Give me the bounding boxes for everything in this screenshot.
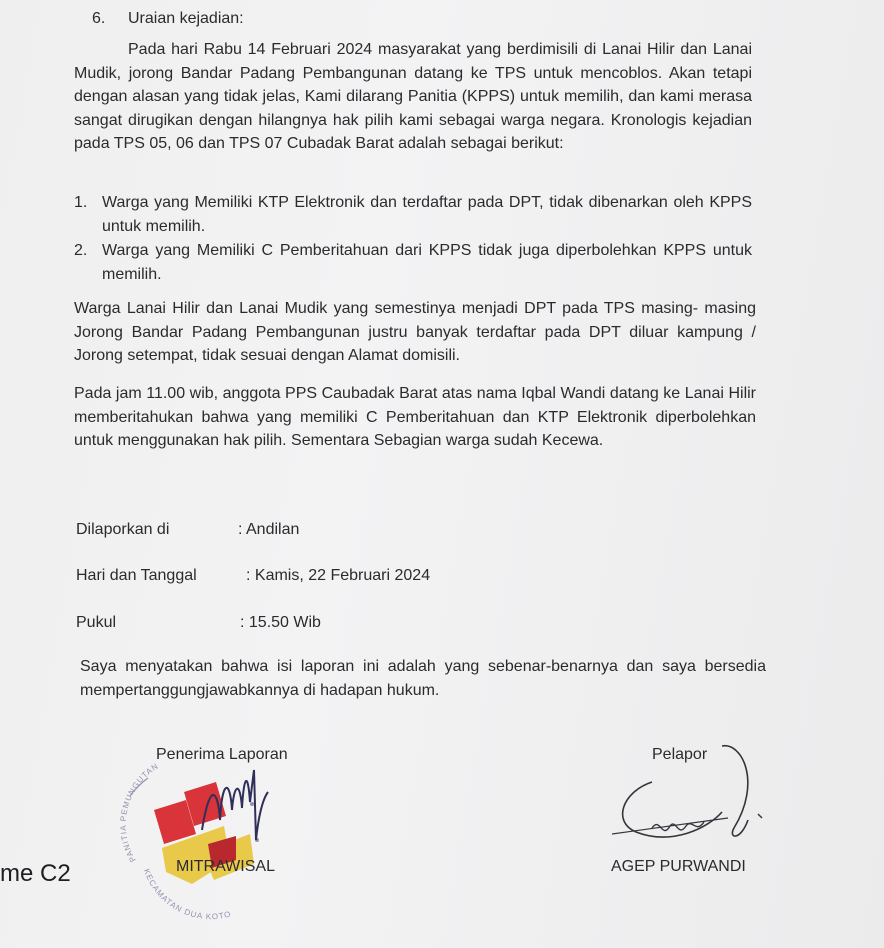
stamp-top-text: PANITIA PEMUNGUTAN <box>118 761 161 864</box>
list-item <box>74 191 752 238</box>
list-item <box>74 239 752 286</box>
list-item-number: 2. <box>74 242 88 259</box>
list-item-text: Warga yang Memiliki C Pemberitahuan dari KPPS tidak juga diperbolehkan KPPS untuk memilih. <box>102 242 752 283</box>
stamp-bottom-text: KECAMATAN DUA KOTO <box>142 867 233 922</box>
receiver-name: MITRAWISAL <box>176 858 275 875</box>
report-time-label: Pukul <box>76 614 117 631</box>
list-item-number: 1. <box>74 194 88 211</box>
overlay-caption: me C2 <box>0 860 71 887</box>
receiver-signature <box>196 760 306 870</box>
report-date-label: Hari dan Tanggal <box>76 567 197 584</box>
reporter-title: Pelapor <box>652 746 708 763</box>
section-title: Uraian kejadian: <box>128 10 244 27</box>
reporter-signature <box>612 742 782 852</box>
section-number: 6. <box>92 10 106 27</box>
declaration-text: Saya menyatakan bahwa isi laporan ini adalah yang sebenar-benarnya dan saya bersedia mempertanggungjawabkannya di hadapan hukum. <box>80 658 766 699</box>
report-time-value: : 15.50 Wib <box>240 614 321 631</box>
receiver-title: Penerima Laporan <box>156 746 288 763</box>
svg-text:PANITIA PEMUNGUTAN <box>119 761 161 863</box>
paragraph-intro-text: Pada hari Rabu 14 Februari 2024 masyarakat yang berdimisili di Lanai Hilir dan Lanai Mudik, jorong Bandar Padang Pembangunan datang ke TPS untuk mencoblos. Akan tetapi dengan alasan yang tidak jelas, Kami dilarang Panitia (KPPS) untuk memilih, dan kami merasa sangat dirugikan dengan hilangnya hak pilih kami sebagai warga negara. Kronologis kejadian pada TPS 05, 06 dan TPS 07 Cubadak Barat adalah sebagai berikut: <box>74 41 752 152</box>
report-place-label: Dilaporkan di <box>76 521 170 538</box>
report-date-value: : Kamis, 22 Februari 2024 <box>246 567 431 584</box>
list-item-text: Warga yang Memiliki KTP Elektronik dan terdaftar pada DPT, tidak dibenarkan oleh KPPS untuk memilih. <box>102 194 752 235</box>
paragraph-pps: Pada jam 11.00 wib, anggota PPS Caubadak Barat atas nama Iqbal Wandi datang ke Lanai Hilir memberitahukan bahwa yang memiliki C Pemberitahuan dan KTP Elektronik diperbolehkan untuk menggunakan hak pilih. Sementara Sebagian warga sudah Kecewa. <box>74 385 756 449</box>
paragraph-dpt: Warga Lanai Hilir dan Lanai Mudik yang semestinya menjadi DPT pada TPS masing- masing Jorong Bandar Padang Pembangunan justru banyak terdaftar pada DPT diluar kampung / Jorong setempat, tidak sesuai dengan Alamat domisili. <box>74 300 756 364</box>
report-place-value: : Andilan <box>238 521 300 538</box>
reporter-name: AGEP PURWANDI <box>611 858 746 875</box>
paragraph-intro <box>74 38 752 156</box>
